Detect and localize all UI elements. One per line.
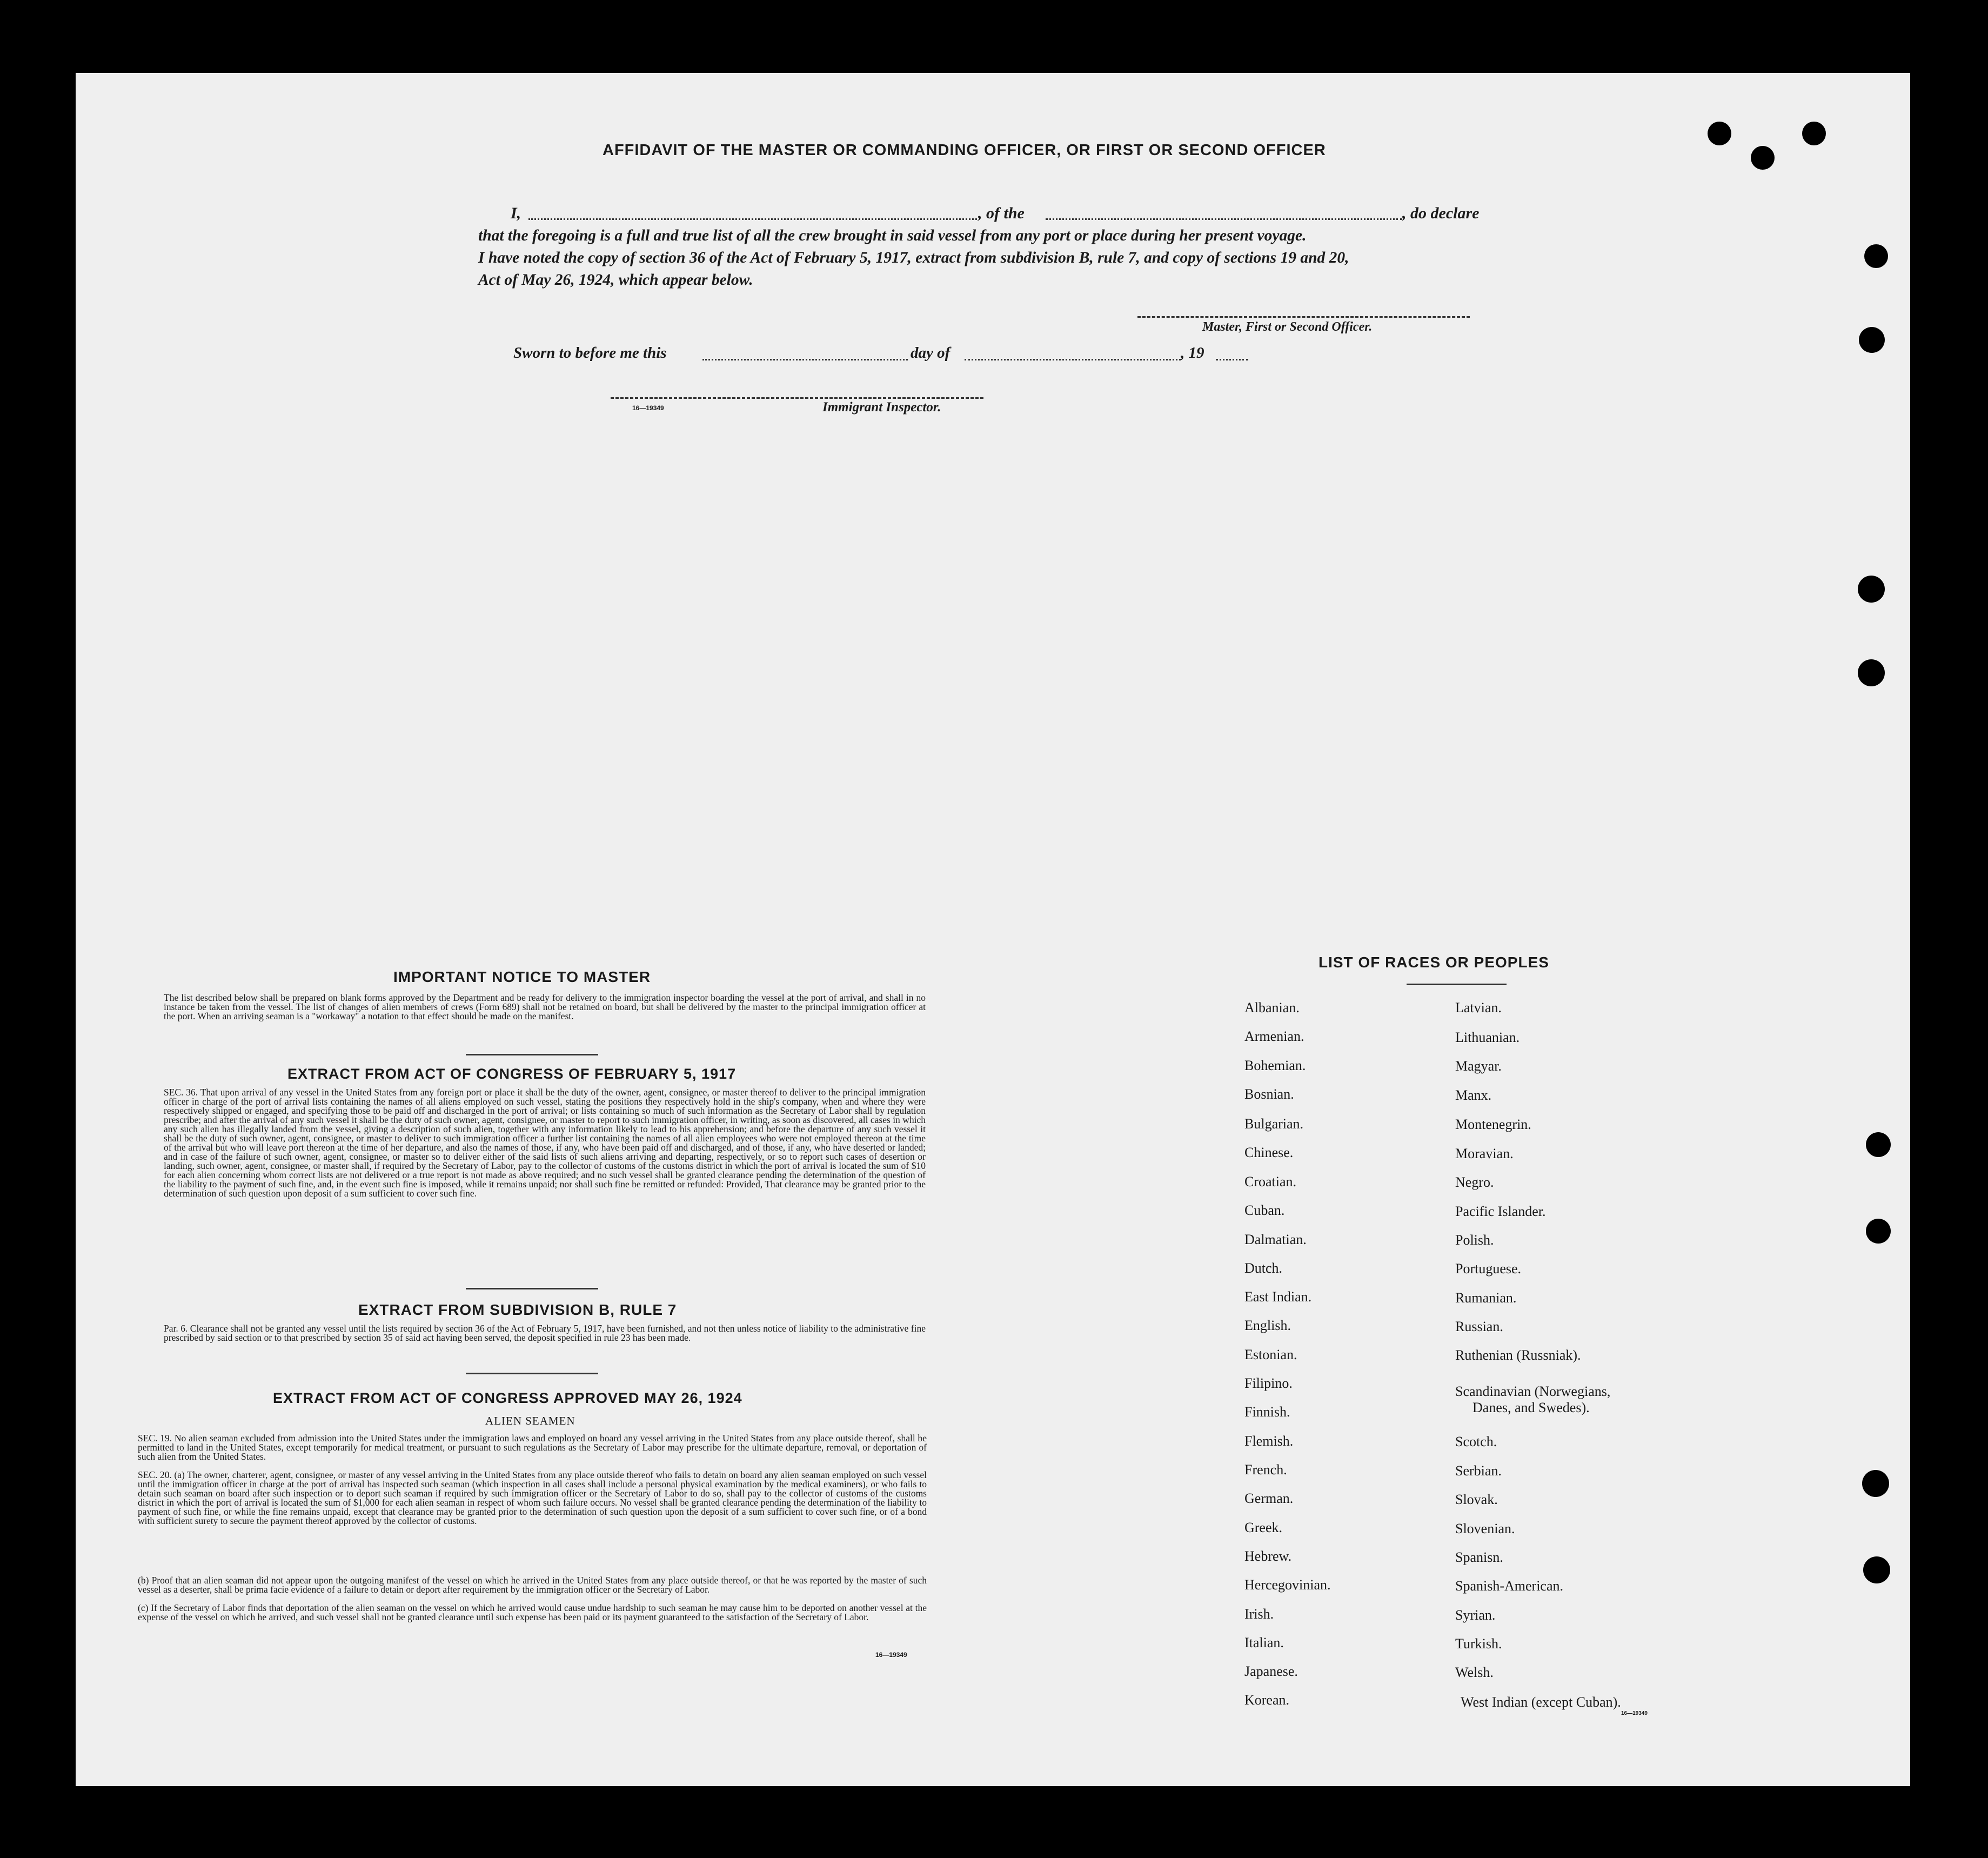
race-right-7: Pacific Islander.	[1455, 1204, 1546, 1219]
race-right-19: Spanisn.	[1455, 1549, 1503, 1565]
race-right-2: Magyar.	[1455, 1058, 1502, 1074]
divider-3	[466, 1373, 598, 1374]
year-prefix-label: , 19	[1181, 344, 1204, 362]
master-signature-line[interactable]	[1137, 316, 1470, 318]
race-left-9: Dutch.	[1244, 1260, 1283, 1276]
affidavit-line-2: that the foregoing is a full and true list of all the crew brought in said vessel from any port or place during her present voyage.	[478, 227, 1307, 244]
races-title: LIST OF RACES OR PEOPLES	[1318, 954, 1549, 971]
race-left-10: East Indian.	[1244, 1289, 1312, 1305]
race-right-21: Syrian.	[1455, 1607, 1496, 1623]
race-left-23: Japanese.	[1244, 1663, 1298, 1679]
race-right-17: Slovak.	[1455, 1492, 1498, 1507]
punch-hole	[1802, 122, 1826, 145]
master-signature-label: Master, First or Second Officer.	[1202, 320, 1373, 334]
race-left-18: Greek.	[1244, 1520, 1283, 1535]
race-left-12: Estonian.	[1244, 1347, 1297, 1362]
race-left-4: Bulgarian.	[1244, 1116, 1304, 1132]
affidavit-title: AFFIDAVIT OF THE MASTER OR COMMANDING OFFICER, OR FIRST OR SECOND OFFICER	[603, 142, 1326, 159]
notices-form-number: 16—19349	[875, 1651, 907, 1659]
extract-1924-sec20a: SEC. 20. (a) The owner, charterer, agent, consignee, or master of any vessel arriving in the United States from any place outside thereof who fails to detain on board any alien seaman employed on such vessel until the immigration officer in charge at the port of arrival has inspected such seaman (which inspection in all cases shall include a personal physical examination by the medical examiners), or who fails to detain such seaman on board after such inspection or to deport such seaman if required by such immigration officer or the Secretary of Labor to do so, shall pay to the collector of customs of the customs district in which the port of arrival is located the sum of $1,000 for each alien seaman in respect of whom such failure occurs. No vessel shall be granted clearance pending the determination of the liability to payment of such fine, or while the fine remains unpaid, except that clearance may be granted prior to the determination of such question upon the deposit of a sum sufficient to cover such fine, or of a bond with sufficient surety to secure the payment thereof approved by the collector of customs.	[138, 1469, 927, 1526]
affidavit-i-label: I,	[511, 204, 521, 222]
race-left-2: Bohemian.	[1244, 1058, 1306, 1073]
extract-1924-sec20c: (c) If the Secretary of Labor finds that deportation of the alien seaman on the vessel on which he arrived would cause undue hardship to such seaman he may cause him to be deported on another vessel at the expense of the vessel on which he arrived, and such vessel shall not be granted clearance until such expense has been paid or its payment guaranteed to the satisfaction of the Secretary of Labor.	[138, 1602, 927, 1622]
race-right-11: Russian.	[1455, 1319, 1503, 1334]
affidavit-line-3: I have noted the copy of section 36 of the Act of February 5, 1917, extract from subdivision B, rule 7, and copy of sections 19 and 20,	[478, 249, 1349, 266]
alien-seamen-subtitle: ALIEN SEAMEN	[485, 1414, 575, 1427]
race-right-9: Portuguese.	[1455, 1261, 1522, 1276]
race-left-22: Italian.	[1244, 1635, 1284, 1650]
race-right-16: Serbian.	[1455, 1463, 1502, 1479]
race-right-12: Ruthenian (Russniak).	[1455, 1347, 1581, 1363]
race-right-20: Spanish-American.	[1455, 1578, 1564, 1594]
race-right-3: Manx.	[1455, 1087, 1492, 1103]
affidavit-declare-label: , do declare	[1402, 204, 1480, 222]
race-right-5: Moravian.	[1455, 1146, 1514, 1161]
race-right-22: Turkish.	[1455, 1636, 1502, 1652]
affidavit-line-4: Act of May 26, 1924, which appear below.	[478, 271, 753, 289]
affidavit-of-the-label: , of the	[978, 204, 1025, 222]
punch-hole	[1864, 244, 1888, 268]
race-right-1: Lithuanian.	[1455, 1030, 1520, 1045]
vessel-blank-line[interactable]	[1046, 218, 1402, 220]
divider-2	[466, 1288, 598, 1289]
sworn-month-blank[interactable]	[965, 359, 1181, 360]
extract-1917-title: EXTRACT FROM ACT OF CONGRESS OF FEBRUARY 5, 1917	[287, 1066, 737, 1082]
sworn-year-blank[interactable]	[1216, 359, 1248, 360]
punch-hole	[1751, 146, 1775, 170]
race-right-18: Slovenian.	[1455, 1521, 1515, 1536]
punch-hole	[1866, 1219, 1891, 1244]
extract-rule7-title: EXTRACT FROM SUBDIVISION B, RULE 7	[358, 1301, 677, 1318]
race-left-5: Chinese.	[1244, 1145, 1294, 1160]
races-title-underline	[1407, 984, 1507, 985]
document-page	[76, 73, 1910, 1786]
punch-hole	[1863, 1556, 1890, 1583]
day-of-label: day of	[911, 344, 951, 362]
race-left-17: German.	[1244, 1491, 1294, 1506]
punch-hole	[1858, 659, 1885, 686]
race-left-20: Hercegovinian.	[1244, 1577, 1331, 1593]
name-blank-line[interactable]	[528, 218, 977, 220]
race-right-24: West Indian (except Cuban).	[1461, 1694, 1621, 1710]
punch-hole	[1859, 327, 1885, 353]
punch-hole	[1866, 1132, 1891, 1157]
race-left-3: Bosnian.	[1244, 1086, 1294, 1102]
race-right-13: Scandinavian (Norwegians,	[1455, 1384, 1611, 1399]
race-left-15: Flemish.	[1244, 1433, 1294, 1449]
extract-1924-sec19: SEC. 19. No alien seaman excluded from admission into the United States under the immigration laws and employed on board any vessel arriving in the United States from any place outside thereof, shall be permitted to land in the United States, except temporarily for medical treatment, or pursuant to such regulations as the Secretary of Labor may prescribe for the ultimate departure, removal, or deportation of such alien from the United States.	[138, 1433, 927, 1462]
extract-1924-title: EXTRACT FROM ACT OF CONGRESS APPROVED MAY 26, 1924	[273, 1390, 742, 1406]
race-right-14: Danes, and Swedes).	[1472, 1400, 1590, 1415]
race-left-24: Korean.	[1244, 1692, 1290, 1708]
race-left-14: Finnish.	[1244, 1404, 1290, 1420]
extract-rule7-text: Par. 6. Clearance shall not be granted any vessel until the lists required by section 36 of the Act of February 5, 1917, have been furnished, and not then unless notice of liability to the administrative fine prescribed by said section or to that prescribed by section 35 of said act having been served, the deposit specified in rule 23 has been made.	[164, 1323, 926, 1343]
notice-text: The list described below shall be prepared on blank forms approved by the Department and be ready for delivery to the immigration inspector boarding the vessel at the port of arrival, and shall in no instance be taken from the vessel. The list of changes of alien members of crews (Form 689) shall not be retained on board, but shall be delivered by the master to the principal immigration officer at the port. When an arriving seaman is a "workaway" a notation to that effect should be made on the manifest.	[164, 992, 926, 1021]
affidavit-form-number: 16—19349	[632, 404, 664, 412]
race-right-10: Rumanian.	[1455, 1290, 1517, 1306]
race-right-0: Latvian.	[1455, 1000, 1502, 1015]
race-left-13: Filipino.	[1244, 1375, 1293, 1391]
notice-title: IMPORTANT NOTICE TO MASTER	[393, 968, 651, 985]
inspector-label: Immigrant Inspector.	[822, 400, 941, 415]
sworn-label: Sworn to before me this	[513, 344, 667, 362]
race-right-23: Welsh.	[1455, 1665, 1494, 1680]
race-left-8: Dalmatian.	[1244, 1232, 1307, 1247]
races-form-number: 16—19349	[1621, 1710, 1648, 1716]
race-left-21: Irish.	[1244, 1606, 1274, 1622]
punch-hole	[1858, 576, 1885, 603]
punch-hole	[1708, 122, 1731, 145]
extract-1924-sec20b: (b) Proof that an alien seaman did not appear upon the outgoing manifest of the vessel on which he arrived in the United States from any place outside thereof, or that he was reported by the master of such vessel as a deserter, shall be prima facie evidence of a failure to detain or deport after requirement by the immigration officer or the Secretary of Labor.	[138, 1575, 927, 1595]
race-right-15: Scotch.	[1455, 1434, 1497, 1449]
race-left-0: Albanian.	[1244, 1000, 1300, 1015]
race-left-19: Hebrew.	[1244, 1548, 1292, 1564]
race-right-6: Negro.	[1455, 1174, 1494, 1190]
race-left-11: English.	[1244, 1318, 1291, 1333]
punch-hole	[1862, 1470, 1889, 1497]
inspector-signature-line[interactable]	[611, 397, 983, 399]
divider-1	[466, 1054, 598, 1055]
race-left-1: Armenian.	[1244, 1028, 1304, 1044]
race-left-6: Croatian.	[1244, 1174, 1297, 1189]
race-left-16: French.	[1244, 1462, 1287, 1478]
race-left-7: Cuban.	[1244, 1202, 1285, 1218]
sworn-day-blank[interactable]	[702, 359, 908, 360]
race-right-4: Montenegrin.	[1455, 1117, 1531, 1132]
extract-1917-text: SEC. 36. That upon arrival of any vessel in the United States from any foreign port or place it shall be the duty of the owner, agent, consignee, or master thereof to deliver to the principal immigration officer in charge of the port of arrival lists containing the names of all aliens employed on such vessel, stating the positions they respectively hold in the ship's company, when and where they were respectively shipped or engaged, and specifying those to be paid off and discharged in the port of arrival; or lists containing so much of such information as the Secretary of Labor shall by regulation prescribe; and after the arrival of any such vessel it shall be the duty of such owner, agent, consignee, or master to report to such immigration officer, in writing, as soon as discovered, all cases in which any such alien has illegally landed from the vessel, giving a description of such alien, together with any information likely to lead to his apprehension; and before the departure of any such vessel it shall be the duty of such owner, agent, consignee, or master to deliver to such immigration officer a further list containing the names of all alien employees who were not employed thereon at the time of the arrival but who will leave port thereon at the time of her departure, and also the names of those, if any, who have been paid off and discharged, and of those, if any, who have deserted or landed; and in case of the failure of such owner, agent, consignee, or master so to deliver either of the said lists of such aliens arriving and departing, respectively, or so to report such cases of desertion or landing, such owner, agent, consignee, or master shall, if required by the Secretary of Labor, pay to the collector of customs of the customs district in which the port of arrival is located the sum of $10 for each alien concerning whom correct lists are not delivered or a true report is not made as above required; and no such vessel shall be granted clearance pending the determination of the question of the liability to the payment of such fine, and, in the event such fine is imposed, while it remains unpaid; nor shall such fine be remitted or refunded: Provided, That clearance may be granted prior to the determination of such question upon deposit of a sum sufficient to cover such fine.	[164, 1087, 926, 1199]
race-right-8: Polish.	[1455, 1232, 1494, 1248]
